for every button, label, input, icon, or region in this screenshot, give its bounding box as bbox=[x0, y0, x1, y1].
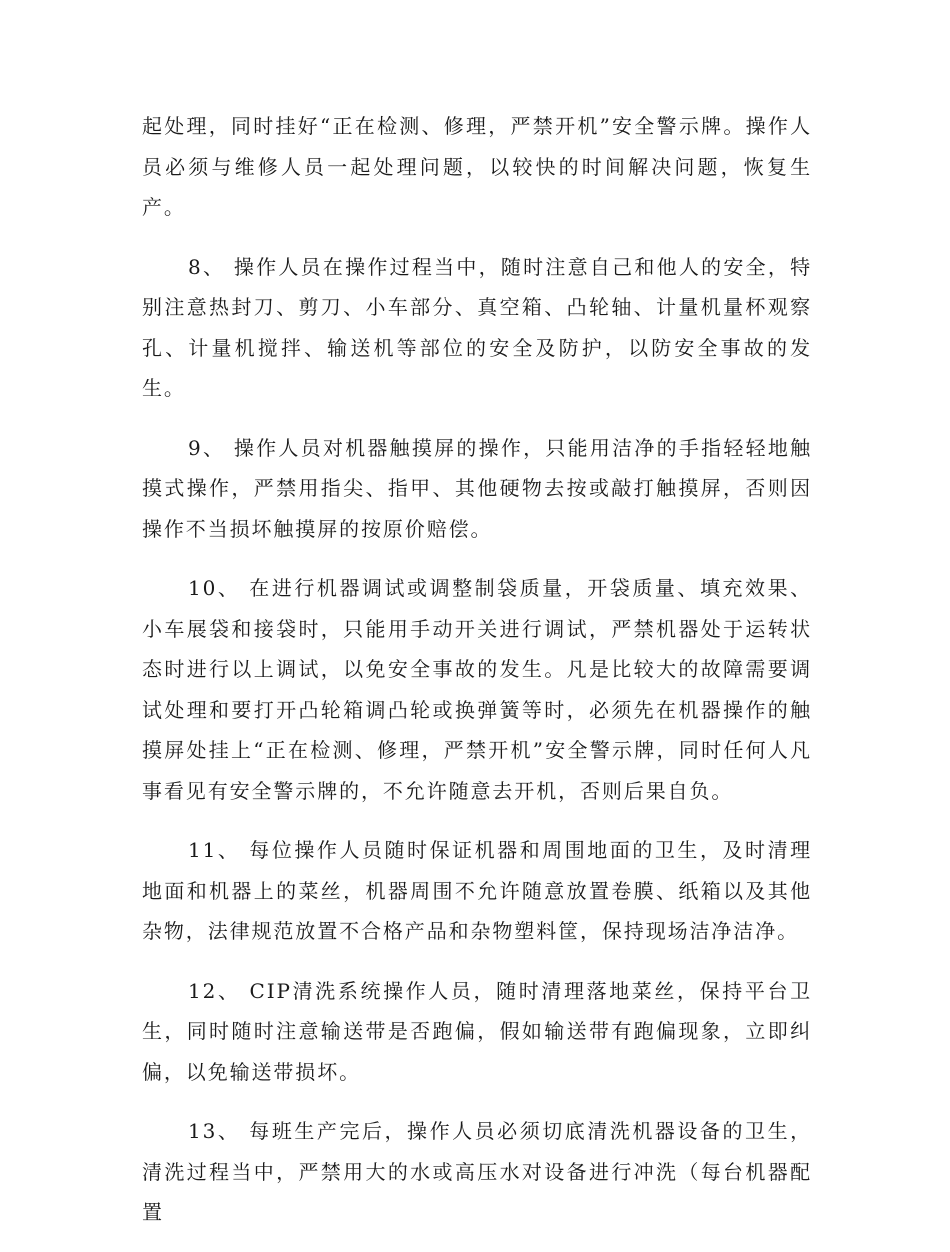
paragraph-item-9: 9、 操作人员对机器触摸屏的操作，只能用洁净的手指轻轻地触摸式操作，严禁用指尖、指甲、其他硬物去按或敲打触摸屏，否则因操作不当损坏触摸屏的按原价赔偿。 bbox=[142, 435, 812, 541]
paragraph-continuation: 起处理，同时挂好“正在检测、修理，严禁开机”安全警示牌。操作人员必须与维修人员一起处理问题，以较快的时间解决问题，恢复生产。 bbox=[142, 114, 812, 219]
paragraph-item-11: 11、 每位操作人员随时保证机器和周围地面的卫生，及时清理地面和机器上的菜丝，机器周围不允许随意放置卷膜、纸箱以及其他杂物，法律规范放置不合格产品和杂物塑料筐，保持现场洁净洁净。 bbox=[142, 838, 812, 943]
paragraph-item-12: 12、 CIP清洗系统操作人员，随时清理落地菜丝，保持平台卫生，同时随时注意输送带是否跑偏，假如输送带有跑偏现象，立即纠偏，以免输送带损坏。 bbox=[142, 978, 812, 1084]
document-body bbox=[142, 106, 812, 1252]
paragraph-item-8: 8、 操作人员在操作过程当中，随时注意自己和他人的安全，特别注意热封刀、剪刀、小车部分、真空箱、凸轮轴、计量机量杯观察孔、计量机搅拌、输送机等部位的安全及防护，以防安全事故的发生。 bbox=[142, 254, 812, 400]
paragraph-item-10: 10、 在进行机器调试或调整制袋质量，开袋质量、填充效果、小车展袋和接袋时，只能用手动开关进行调试，严禁机器处于运转状态时进行以上调试，以免安全事故的发生。凡是比较大的故障需要调试处理和要打开凸轮箱调凸轮或换弹簧等时，必须先在机器操作的触摸屏处挂上“正在检测、修理，严禁开机”安全警示牌，同时任何人凡事看见有安全警示牌的，不允许随意去开机，否则后果自负。 bbox=[142, 576, 812, 803]
paragraph-item-13: 13、 每班生产完后，操作人员必须切底清洗机器设备的卫生，清洗过程当中，严禁用大的水或高压水对设备进行冲洗（每台机器配置 bbox=[142, 1119, 812, 1224]
